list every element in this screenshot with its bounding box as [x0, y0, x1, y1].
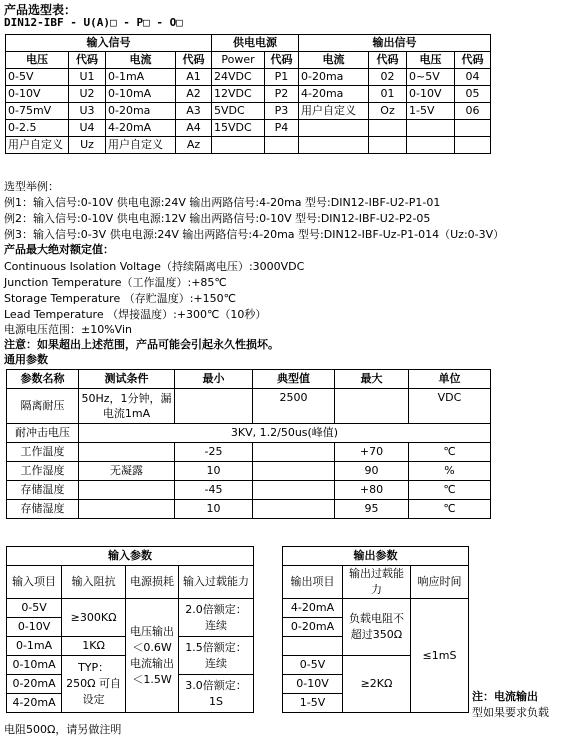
selection-cell: P2: [265, 86, 299, 103]
ip-header: 输入过载能力: [179, 566, 254, 599]
selection-cell: 4-20mA: [106, 120, 176, 137]
rating-line: 电源电压范围：±10%Vin: [4, 323, 132, 336]
selection-row: [6, 120, 491, 137]
gp-row: [7, 500, 491, 519]
group-header-output: 输出信号: [299, 35, 491, 52]
gp-cell: [253, 500, 335, 519]
op-load-2: ≥2KΩ: [343, 656, 411, 713]
selection-cell: 15VDC: [212, 120, 265, 137]
rating-line: Continuous Isolation Voltage（持续隔离电压）:3000VDC: [4, 260, 305, 273]
selection-cell: 04: [455, 69, 491, 86]
gp-cell: [253, 481, 335, 500]
selection-cell: [455, 137, 491, 154]
gp-cell: ℃: [409, 500, 491, 519]
example-line: 例2：输入信号:0-10V 供电电源:12V 输出两路信号:0-10V 型号:DIN12-IBF-U2-P2-05: [4, 212, 431, 225]
gp-cell: ℃: [409, 443, 491, 462]
gp-cell: -25: [175, 443, 253, 462]
gp-cell: +70: [335, 443, 409, 462]
selection-cell: [369, 137, 407, 154]
ip-power-loss-line: ＜1.5W: [132, 672, 172, 686]
col-header: 电流: [299, 52, 369, 69]
selection-row: [6, 137, 491, 154]
note-right-1-text: 注：电流输出: [472, 690, 538, 703]
selection-cell: U2: [69, 86, 106, 103]
gp-cell: %: [409, 462, 491, 481]
selection-cell: 0-20ma: [106, 103, 176, 120]
selection-table: [5, 34, 491, 154]
selection-cell: [212, 137, 265, 154]
ip-item: 0-10mA: [7, 656, 62, 675]
selection-cell: 0-2.5: [6, 120, 69, 137]
selection-cell: 0-10V: [407, 86, 455, 103]
selection-cell: U3: [69, 103, 106, 120]
note-right-2: 型如果要求负载: [472, 706, 549, 719]
op-header: 输出过载能力: [343, 566, 411, 599]
selection-cell: P1: [265, 69, 299, 86]
op-item: 0-10V: [283, 675, 343, 694]
ip-power-loss-line: 电压输出: [130, 624, 175, 638]
selection-cell: [369, 120, 407, 137]
general-params-table: [6, 369, 491, 519]
group-header-power: 供电电源: [212, 35, 299, 52]
gp-row: [7, 443, 491, 462]
selection-cell: 05: [455, 86, 491, 103]
op-item: 1-5V: [283, 694, 343, 713]
gp-cell: VDC: [409, 389, 491, 424]
ip-overload: 1.5倍额定：连续: [179, 637, 254, 675]
selection-cell: 0-10V: [6, 86, 69, 103]
selection-cell: U1: [69, 69, 106, 86]
gp-cell: 隔离耐压: [7, 389, 79, 424]
gp-header: 最大: [335, 370, 409, 389]
ip-header: 输入阻抗: [62, 566, 126, 599]
selection-cell: A1: [176, 69, 212, 86]
output-params-title: 输出参数: [283, 547, 469, 566]
col-header: Power: [212, 52, 265, 69]
selection-cell: 02: [369, 69, 407, 86]
examples-title: 选型举例：: [4, 180, 59, 193]
col-header: 代码: [176, 52, 212, 69]
op-header: 响应时间: [411, 566, 469, 599]
gp-cell: [79, 481, 175, 500]
selection-cell: 5VDC: [212, 103, 265, 120]
general-title: 通用参数: [4, 353, 48, 366]
ip-impedance: TYP：250Ω 可自设定: [62, 656, 126, 713]
ip-item: 0-5V: [7, 599, 62, 618]
gp-header: 参数名称: [7, 370, 79, 389]
ip-power-loss: [126, 599, 179, 713]
selection-cell: 24VDC: [212, 69, 265, 86]
ratings-title: 产品最大绝对额定值：: [4, 243, 114, 256]
selection-cell: U4: [69, 120, 106, 137]
col-header: 电流: [106, 52, 176, 69]
ip-overload: 3.0倍额定：1S: [179, 675, 254, 713]
rating-line: Lead Temperature （焊接温度）:+300℃（10秒）: [4, 308, 267, 321]
gp-header: 最小: [175, 370, 253, 389]
selection-cell: P4: [265, 120, 299, 137]
ip-power-loss-line: ＜0.6W: [132, 640, 172, 654]
selection-cell: P3: [265, 103, 299, 120]
gp-cell: 90: [335, 462, 409, 481]
selection-cell: [265, 137, 299, 154]
group-header-input: 输入信号: [6, 35, 212, 52]
selection-cell: 用户自定义: [106, 137, 176, 154]
gp-cell: [253, 462, 335, 481]
gp-cell: ℃: [409, 481, 491, 500]
gp-header: 典型值: [253, 370, 335, 389]
ip-item: 0-10V: [7, 618, 62, 637]
warning-text: 注意：如果超出上述范围，产品可能会引起永久性损坏。: [4, 338, 279, 351]
gp-cell: 95: [335, 500, 409, 519]
gp-cell: [79, 443, 175, 462]
col-header: 代码: [69, 52, 106, 69]
selection-cell: Oz: [369, 103, 407, 120]
input-params-title: 输入参数: [7, 547, 254, 566]
selection-row: [6, 86, 491, 103]
col-header: 电压: [6, 52, 69, 69]
selection-cell: A3: [176, 103, 212, 120]
col-header: 代码: [369, 52, 407, 69]
gp-cell: 无凝露: [79, 462, 175, 481]
note-bottom: 电阻500Ω，请另做注明: [4, 723, 122, 736]
gp-cell: [253, 443, 335, 462]
col-header: 代码: [455, 52, 491, 69]
gp-row: [7, 481, 491, 500]
gp-cell: [175, 389, 253, 424]
rating-line: Storage Temperature （存贮温度）:+150℃: [4, 292, 236, 305]
ip-item: 4-20mA: [7, 694, 62, 713]
input-params-table: [6, 546, 254, 713]
rating-line: Junction Temperature（工作温度）:+85℃: [4, 276, 227, 289]
gp-header: 测试条件: [79, 370, 175, 389]
op-item: 4-20mA: [283, 599, 343, 618]
gp-cell: +80: [335, 481, 409, 500]
ip-overload: 2.0倍额定：连续: [179, 599, 254, 637]
gp-cell: 存储湿度: [7, 500, 79, 519]
example-line: 例3：输入信号:0-3V 供电电源:24V 输出两路信号:4-20ma 型号:DIN12-IBF-Uz-P1-014（Uz:0-3V）: [4, 228, 505, 241]
selection-cell: 0-1mA: [106, 69, 176, 86]
ip-item: 0-1mA: [7, 637, 62, 656]
op-item: 0-5V: [283, 656, 343, 675]
gp-cell: 存储温度: [7, 481, 79, 500]
gp-cell: 10: [175, 462, 253, 481]
op-item: 0-20mA: [283, 618, 343, 637]
selection-cell: 0-10mA: [106, 86, 176, 103]
selection-cell: 0-20ma: [299, 69, 369, 86]
selection-cell: 1-5V: [407, 103, 455, 120]
gp-header: 单位: [409, 370, 491, 389]
gp-cell: 10: [175, 500, 253, 519]
selection-cell: [299, 120, 369, 137]
op-item: [283, 637, 343, 656]
ip-impedance: ≥300KΩ: [62, 599, 126, 637]
gp-cell: [79, 500, 175, 519]
op-load-1: 负载电阻不超过350Ω: [343, 599, 411, 656]
op-header: 输出项目: [283, 566, 343, 599]
selection-cell: 用户自定义: [6, 137, 69, 154]
model-code: DIN12-IBF - U(A)□ - P□ - O□: [4, 16, 183, 29]
gp-cell: 工作温度: [7, 443, 79, 462]
gp-row: [7, 462, 491, 481]
selection-cell: 0~5V: [407, 69, 455, 86]
selection-cell: A2: [176, 86, 212, 103]
selection-cell: 01: [369, 86, 407, 103]
selection-cell: 0-5V: [6, 69, 69, 86]
ip-item: 0-20mA: [7, 675, 62, 694]
page-title: 产品选型表：: [4, 3, 77, 17]
ip-impedance: 1KΩ: [62, 637, 126, 656]
gp-cell: 工作湿度: [7, 462, 79, 481]
ip-header: 输入项目: [7, 566, 62, 599]
gp-cell: 50Hz，1分钟，漏电流1mA: [79, 389, 175, 424]
ip-power-loss-line: 电流输出: [130, 656, 175, 670]
gp-cell: 3KV, 1.2/50us(峰值): [79, 424, 491, 443]
ip-header: 电源损耗: [126, 566, 179, 599]
selection-cell: [299, 137, 369, 154]
selection-cell: 4-20ma: [299, 86, 369, 103]
selection-row: [6, 103, 491, 120]
selection-cell: [407, 120, 455, 137]
selection-cell: Az: [176, 137, 212, 154]
gp-cell: 耐冲击电压: [7, 424, 79, 443]
op-response: ≤1mS: [411, 599, 469, 713]
example-line: 例1：输入信号:0-10V 供电电源:24V 输出两路信号:4-20ma 型号:DIN12-IBF-U2-P1-01: [4, 196, 441, 209]
selection-cell: 0-75mV: [6, 103, 69, 120]
selection-cell: [455, 120, 491, 137]
selection-cell: Uz: [69, 137, 106, 154]
selection-cell: A4: [176, 120, 212, 137]
gp-cell: -45: [175, 481, 253, 500]
col-header: 代码: [265, 52, 299, 69]
selection-cell: 用户自定义: [299, 103, 369, 120]
note-right-1: [472, 689, 538, 705]
output-params-table: [282, 546, 469, 713]
selection-row: [6, 69, 491, 86]
col-header: 电压: [407, 52, 455, 69]
selection-cell: 06: [455, 103, 491, 120]
selection-cell: 12VDC: [212, 86, 265, 103]
gp-cell: [335, 389, 409, 424]
gp-cell: 2500: [253, 389, 335, 424]
selection-cell: [407, 137, 455, 154]
